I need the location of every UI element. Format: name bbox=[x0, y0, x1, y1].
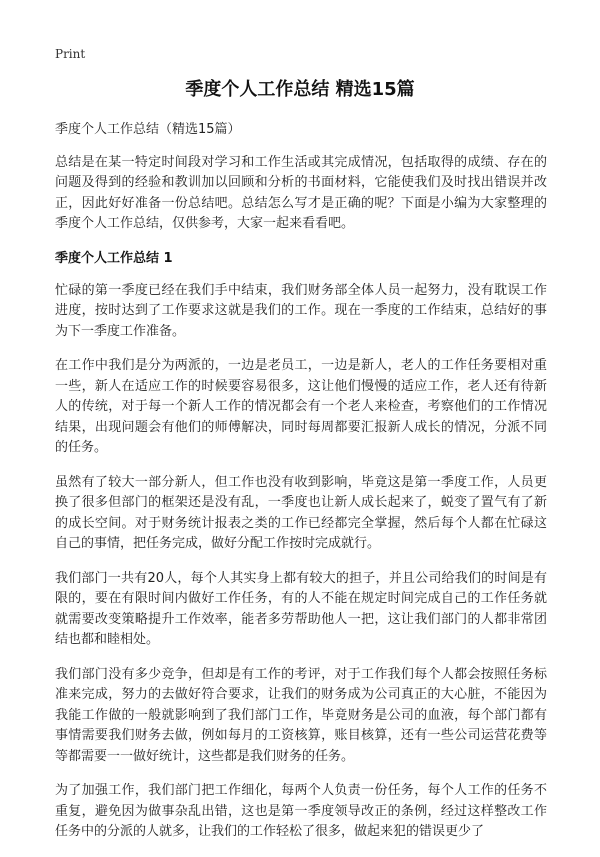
body-paragraph: 在工作中我们是分为两派的，一边是老员工，一边是新人，老人的工作任务要相对重一些，新人在适应工作的时候要容易很多，这让他们慢慢的适应工作，老人还有待新人的传统，对于每一个新人工作的情况都会有一个老人来检查，考察他们的工作情况结果，出现问题会有他们的师傅解决，同时每周都要汇报新人成长的情况，分派不同的任务。 bbox=[55, 358, 547, 455]
body-paragraph: 忙碌的第一季度已经在我们手中结束，我们财务部全体人员一起努力，没有耽误工作进度，按时达到了工作要求这就是我们的工作。现在一季度的工作结束，总结好的事为下一季度工作准备。 bbox=[55, 282, 547, 339]
section-heading: 季度个人工作总结 1 bbox=[55, 250, 173, 266]
page-title: 季度个人工作总结 精选15篇 bbox=[185, 79, 415, 100]
article-body bbox=[55, 120, 547, 857]
body-paragraph: 我们部门没有多少竞争，但却是有工作的考评，对于工作我们每个人都会按照任务标准来完成，努力的去做好符合要求，让我们的财务成为公司真正的大心脏，不能因为我能工作做的一般就影响到了我们部门工作，毕竟财务是公司的血液，每个部门都有事情需要我们财务去做，例如每月的工资核算，账目核算，还有一些公司运营花费等等都需要一一做好统计，这些都是我们财务的任务。 bbox=[55, 666, 547, 764]
intro-paragraph: 总结是在某一特定时间段对学习和工作生活或其完成情况，包括取得的成绩、存在的问题及得到的经验和教训加以回顾和分析的书面材料，它能使我们及时找出错误并改正，因此好好准备一份总结吧。总结怎么写才是正确的呢？下面是小编为大家整理的季度个人工作总结，仅供参考，大家一起来看看吧。 bbox=[55, 154, 547, 231]
article-subtitle: 季度个人工作总结（精选15篇） bbox=[55, 122, 241, 137]
body-paragraph: 我们部门一共有20人，每个人其实身上都有较大的担子，并且公司给我们的时间是有限的，要在有限时间内做好工作任务，有的人不能在规定时间完成自己的工作任务就就需要改变策略提升工作效率，能者多劳帮助他人一把，这让我们部门的人都非常团结也都和睦相处。 bbox=[55, 570, 547, 647]
body-paragraph: 虽然有了较大一部分新人，但工作也没有收到影响，毕竟这是第一季度工作，人员更换了很多但部门的框架还是没有乱，一季度也让新人成长起来了，蜕变了置气有了新的成长空间。对于财务统计报表之类的工作已经都完全掌握，然后每个人都在忙碌这自己的事情，把任务完成，做好分配工作按时完成就行。 bbox=[55, 474, 547, 551]
body-paragraph: 为了加强工作，我们部门把工作细化，每两个人负责一份任务，每个人工作的任务不重复，避免因为做事杂乱出错，这也是第一季度领导改正的条例，经过这样整改工作任务中的分派的人就多，让我们的工作轻松了很多，做起来犯的错误更少了 bbox=[55, 783, 547, 839]
print-link[interactable]: Print bbox=[55, 47, 86, 61]
